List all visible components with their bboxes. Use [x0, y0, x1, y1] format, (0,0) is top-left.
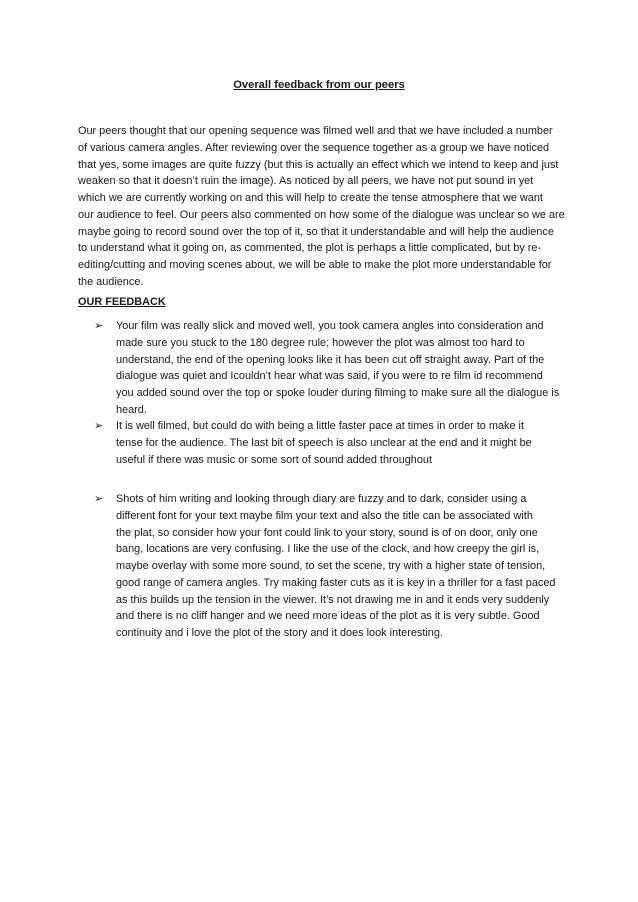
- feedback-item-text: It is well filmed, but could do with being a little faster pace at times in order to make it tense for the audience. The last bit of speech is also unclear at the end and it might be useful if there was music or some sort of sound added throughout: [116, 420, 532, 466]
- page-title: Overall feedback from our peers: [233, 79, 405, 91]
- arrowhead-bullet-icon: ➢: [94, 420, 104, 432]
- intro-paragraph: Our peers thought that our opening sequence was filmed well and that we have included a number of various camera angles. After reviewing over the sequence together as a group we have noticed that yes, some images are quite fuzzy (but this is actually an effect which we intend to keep and just weaken so that it doesn’t ruin the image). As noticed by all peers, we have not put sound in yet which we are currently working on and this will help to create the tense atmosphere that we want our audience to feel. Our peers also commented on how some of the dialogue was unclear so we are maybe going to record sound over the top of it, so that it understandable and will help the audience to understand what it going on, as commented, the plot is perhaps a little complicated, but by re- editing/cutting and moving scenes about, we will be able to make the plot more understandable for the audience.: [78, 125, 565, 288]
- section-heading-our-feedback: OUR FEEDBACK: [78, 296, 166, 308]
- feedback-item-text: Shots of him writing and looking through diary are fuzzy and to dark, consider using a different font for your text maybe film your text and also the title can be associated with the plat, so consider how your font could link to your story, sound is of on door, only one bang, locations are very confusing. I like the use of the clock, and how creepy the girl is, maybe overlay with some more sound, to set the scene, try with a higher state of tension, good range of camera angles. Try making faster cuts as it is key in a thriller for a fast paced as this builds up the tension in the viewer. It’s not drawing me in and it ends very suddenly and there is no cliff hanger and we need more ideas of the plot as it is very subtle. Good continuity and i love the plot of the story and it does look interesting.: [116, 493, 556, 639]
- arrowhead-bullet-icon: ➢: [94, 320, 104, 332]
- feedback-item-text: Your film was really slick and moved well, you took camera angles into consideration and made sure you stuck to the 180 degree rule; however the plot was almost too hard to understand, the end of the opening looks like it has been cut off straight away. Part of the dialogue was quiet and Icouldn’t hear what was said, if you were to re film id recommend you added sound over the top or spoke louder during filming to make sure all the dialogue is heard.: [116, 320, 560, 416]
- arrowhead-bullet-icon: ➢: [94, 493, 104, 505]
